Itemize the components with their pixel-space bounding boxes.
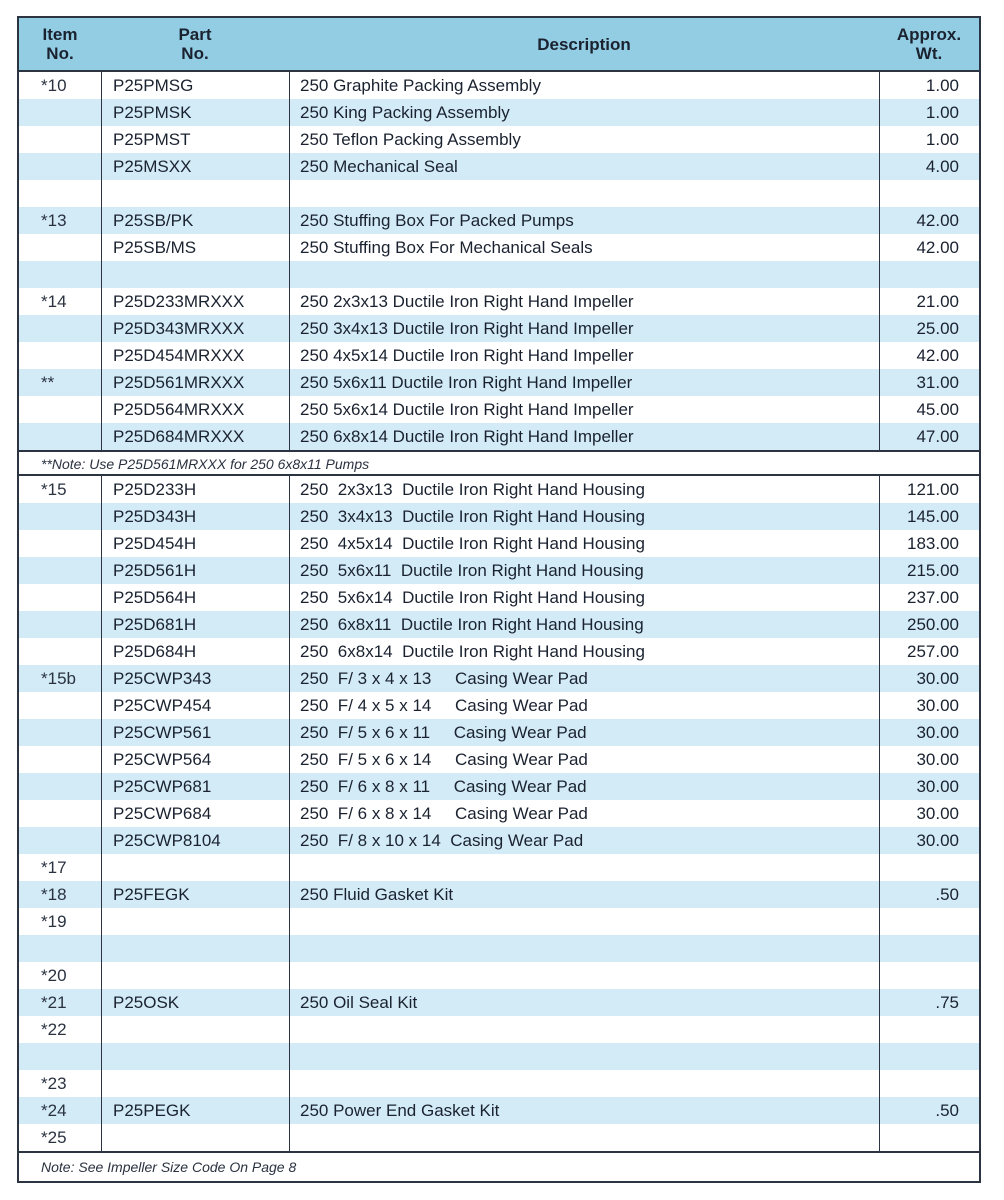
table-row bbox=[19, 962, 979, 989]
item-no-cell: *21 bbox=[41, 993, 67, 1012]
description-cell: 250 Stuffing Box For Packed Pumps bbox=[300, 211, 574, 230]
table-row bbox=[19, 530, 979, 557]
header-description-label: Description bbox=[537, 34, 631, 54]
description-cell: 250 6x8x14 Ductile Iron Right Hand Housing bbox=[300, 642, 645, 661]
table-row bbox=[19, 503, 979, 530]
part-no-cell: P25CWP8104 bbox=[113, 831, 221, 850]
header-item-line2: No. bbox=[46, 44, 74, 63]
table-row bbox=[19, 584, 979, 611]
table-row bbox=[19, 557, 979, 584]
weight-cell: 30.00 bbox=[916, 831, 959, 850]
weight-cell: 4.00 bbox=[925, 157, 959, 176]
part-no-cell: P25PEGK bbox=[113, 1101, 191, 1120]
description-cell: 250 Stuffing Box For Mechanical Seals bbox=[300, 238, 593, 257]
header-part-no bbox=[101, 18, 289, 70]
weight-cell: .50 bbox=[935, 1101, 959, 1120]
weight-cell: 42.00 bbox=[916, 211, 959, 230]
description-cell: 250 2x3x13 Ductile Iron Right Hand Impeller bbox=[300, 292, 634, 311]
part-no-cell: P25CWP564 bbox=[113, 750, 212, 769]
part-no-cell: P25D561MRXXX bbox=[113, 373, 245, 392]
part-no-cell: P25D561H bbox=[113, 561, 197, 580]
table-row bbox=[19, 1043, 979, 1070]
table-row bbox=[19, 692, 979, 719]
item-no-cell: ** bbox=[41, 373, 55, 392]
weight-cell: 257.00 bbox=[907, 642, 959, 661]
description-cell: 250 6x8x14 Ductile Iron Right Hand Impeller bbox=[300, 427, 634, 446]
part-no-cell: P25SB/PK bbox=[113, 211, 194, 230]
table-row bbox=[19, 827, 979, 854]
item-no-cell: *24 bbox=[41, 1101, 67, 1120]
header-weight-line1: Approx. bbox=[896, 25, 962, 44]
description-cell: 250 Power End Gasket Kit bbox=[300, 1101, 500, 1120]
parts-table bbox=[17, 16, 981, 1183]
item-no-cell: *19 bbox=[41, 912, 67, 931]
description-cell: 250 2x3x13 Ductile Iron Right Hand Housing bbox=[300, 480, 645, 499]
part-no-cell: P25PMSG bbox=[113, 76, 194, 95]
description-cell: 250 Graphite Packing Assembly bbox=[300, 76, 541, 95]
weight-cell: 1.00 bbox=[925, 130, 959, 149]
description-cell: 250 5x6x14 Ductile Iron Right Hand Impeller bbox=[300, 400, 634, 419]
description-cell: 250 Mechanical Seal bbox=[300, 157, 458, 176]
part-no-cell: P25PMSK bbox=[113, 103, 192, 122]
item-no-cell: *25 bbox=[41, 1128, 67, 1147]
part-no-cell: P25CWP561 bbox=[113, 723, 212, 742]
table-row bbox=[19, 476, 979, 503]
table-row bbox=[19, 1070, 979, 1097]
weight-cell: 47.00 bbox=[916, 427, 959, 446]
description-cell: 250 3x4x13 Ductile Iron Right Hand Housing bbox=[300, 507, 645, 526]
table-row bbox=[19, 881, 979, 908]
description-cell: 250 Teflon Packing Assembly bbox=[300, 130, 521, 149]
description-cell: 250 Fluid Gasket Kit bbox=[300, 885, 454, 904]
housing-section bbox=[19, 476, 979, 1151]
part-no-cell: P25FEGK bbox=[113, 885, 190, 904]
table-row bbox=[19, 989, 979, 1016]
weight-cell: 1.00 bbox=[925, 103, 959, 122]
weight-cell: 42.00 bbox=[916, 238, 959, 257]
weight-cell: 42.00 bbox=[916, 346, 959, 365]
weight-cell: 30.00 bbox=[916, 804, 959, 823]
description-cell: 250 F/ 6 x 8 x 14 Casing Wear Pad bbox=[300, 804, 588, 823]
part-no-cell: P25D454MRXXX bbox=[113, 346, 245, 365]
header-item-no bbox=[19, 18, 101, 70]
description-cell: 250 6x8x11 Ductile Iron Right Hand Housing bbox=[300, 615, 644, 634]
description-cell: 250 F/ 5 x 6 x 14 Casing Wear Pad bbox=[300, 750, 588, 769]
description-cell: 250 F/ 8 x 10 x 14 Casing Wear Pad bbox=[300, 831, 584, 850]
part-no-cell: P25CWP454 bbox=[113, 696, 212, 715]
part-no-cell: P25MSXX bbox=[113, 157, 192, 176]
part-no-cell: P25D564MRXXX bbox=[113, 400, 245, 419]
part-no-cell: P25CWP681 bbox=[113, 777, 212, 796]
weight-cell: 215.00 bbox=[907, 561, 959, 580]
weight-cell: 237.00 bbox=[907, 588, 959, 607]
part-no-cell: P25CWP684 bbox=[113, 804, 212, 823]
description-cell: 250 3x4x13 Ductile Iron Right Hand Impeller bbox=[300, 319, 634, 338]
header-description bbox=[289, 18, 879, 70]
table-row bbox=[19, 396, 979, 423]
table-row bbox=[19, 854, 979, 881]
weight-cell: 30.00 bbox=[916, 696, 959, 715]
part-no-cell: P25D454H bbox=[113, 534, 197, 553]
weight-cell: .75 bbox=[935, 993, 959, 1012]
part-no-cell: P25D684H bbox=[113, 642, 197, 661]
table-row bbox=[19, 423, 979, 450]
table-row bbox=[19, 153, 979, 180]
item-no-cell: *10 bbox=[41, 76, 67, 95]
description-cell: 250 F/ 4 x 5 x 14 Casing Wear Pad bbox=[300, 696, 588, 715]
table-row bbox=[19, 746, 979, 773]
table-row bbox=[19, 1124, 979, 1151]
part-no-cell: P25D684MRXXX bbox=[113, 427, 245, 446]
description-cell: 250 Oil Seal Kit bbox=[300, 993, 418, 1012]
table-row bbox=[19, 207, 979, 234]
description-cell: 250 5x6x11 Ductile Iron Right Hand Impeller bbox=[300, 373, 633, 392]
table-row bbox=[19, 665, 979, 692]
header-weight bbox=[879, 18, 979, 70]
table-row bbox=[19, 72, 979, 99]
table-row bbox=[19, 638, 979, 665]
part-no-cell: P25D564H bbox=[113, 588, 197, 607]
weight-cell: 183.00 bbox=[907, 534, 959, 553]
part-no-cell: P25OSK bbox=[113, 993, 180, 1012]
table-row bbox=[19, 719, 979, 746]
table-row bbox=[19, 935, 979, 962]
weight-cell: 1.00 bbox=[925, 76, 959, 95]
item-no-cell: *22 bbox=[41, 1020, 67, 1039]
description-cell: 250 4x5x14 Ductile Iron Right Hand Housing bbox=[300, 534, 645, 553]
header-part-line1: Part bbox=[178, 25, 212, 44]
header-part-line2: No. bbox=[181, 44, 209, 63]
table-row bbox=[19, 369, 979, 396]
table-row bbox=[19, 315, 979, 342]
table-header bbox=[19, 18, 979, 72]
impeller-note-text: **Note: Use P25D561MRXXX for 250 6x8x11 Pumps bbox=[41, 456, 370, 472]
weight-cell: 45.00 bbox=[916, 400, 959, 419]
table-row bbox=[19, 288, 979, 315]
description-cell: 250 F/ 5 x 6 x 11 Casing Wear Pad bbox=[300, 723, 587, 742]
table-row bbox=[19, 800, 979, 827]
impeller-section bbox=[19, 72, 979, 450]
item-no-cell: *23 bbox=[41, 1074, 67, 1093]
part-no-cell: P25D343MRXXX bbox=[113, 319, 245, 338]
weight-cell: 21.00 bbox=[916, 292, 959, 311]
item-no-cell: *13 bbox=[41, 211, 67, 230]
weight-cell: 145.00 bbox=[907, 507, 959, 526]
weight-cell: 30.00 bbox=[916, 777, 959, 796]
table-row bbox=[19, 126, 979, 153]
item-no-cell: *18 bbox=[41, 885, 67, 904]
table-row bbox=[19, 1097, 979, 1124]
weight-cell: 31.00 bbox=[916, 373, 959, 392]
item-no-cell: *17 bbox=[41, 858, 67, 877]
table-row bbox=[19, 611, 979, 638]
description-cell: 250 5x6x11 Ductile Iron Right Hand Housing bbox=[300, 561, 644, 580]
weight-cell: 30.00 bbox=[916, 723, 959, 742]
part-no-cell: P25D233H bbox=[113, 480, 197, 499]
description-cell: 250 5x6x14 Ductile Iron Right Hand Housing bbox=[300, 588, 645, 607]
part-no-cell: P25D343H bbox=[113, 507, 197, 526]
item-no-cell: *14 bbox=[41, 292, 67, 311]
item-no-cell: *15b bbox=[41, 669, 76, 688]
weight-cell: .50 bbox=[935, 885, 959, 904]
description-cell: 250 F/ 3 x 4 x 13 Casing Wear Pad bbox=[300, 669, 588, 688]
part-no-cell: P25SB/MS bbox=[113, 238, 197, 257]
table-row bbox=[19, 908, 979, 935]
description-cell: 250 4x5x14 Ductile Iron Right Hand Impeller bbox=[300, 346, 634, 365]
weight-cell: 25.00 bbox=[916, 319, 959, 338]
footer-note bbox=[19, 1151, 979, 1181]
description-cell: 250 King Packing Assembly bbox=[300, 103, 510, 122]
part-no-cell: P25D681H bbox=[113, 615, 197, 634]
weight-cell: 30.00 bbox=[916, 750, 959, 769]
table-row bbox=[19, 773, 979, 800]
impeller-note bbox=[19, 450, 979, 476]
part-no-cell: P25CWP343 bbox=[113, 669, 212, 688]
table-row bbox=[19, 234, 979, 261]
item-no-cell: *15 bbox=[41, 480, 67, 499]
table-row bbox=[19, 99, 979, 126]
table-row bbox=[19, 180, 979, 207]
weight-cell: 121.00 bbox=[907, 480, 959, 499]
header-weight-line2: Wt. bbox=[915, 44, 943, 63]
weight-cell: 250.00 bbox=[907, 615, 959, 634]
weight-cell: 30.00 bbox=[916, 669, 959, 688]
part-no-cell: P25PMST bbox=[113, 130, 191, 149]
table-row bbox=[19, 1016, 979, 1043]
footer-note-text: Note: See Impeller Size Code On Page 8 bbox=[41, 1159, 297, 1175]
header-item-line1: Item bbox=[42, 25, 78, 44]
description-cell: 250 F/ 6 x 8 x 11 Casing Wear Pad bbox=[300, 777, 587, 796]
item-no-cell: *20 bbox=[41, 966, 67, 985]
table-row bbox=[19, 261, 979, 288]
table-row bbox=[19, 342, 979, 369]
part-no-cell: P25D233MRXXX bbox=[113, 292, 245, 311]
